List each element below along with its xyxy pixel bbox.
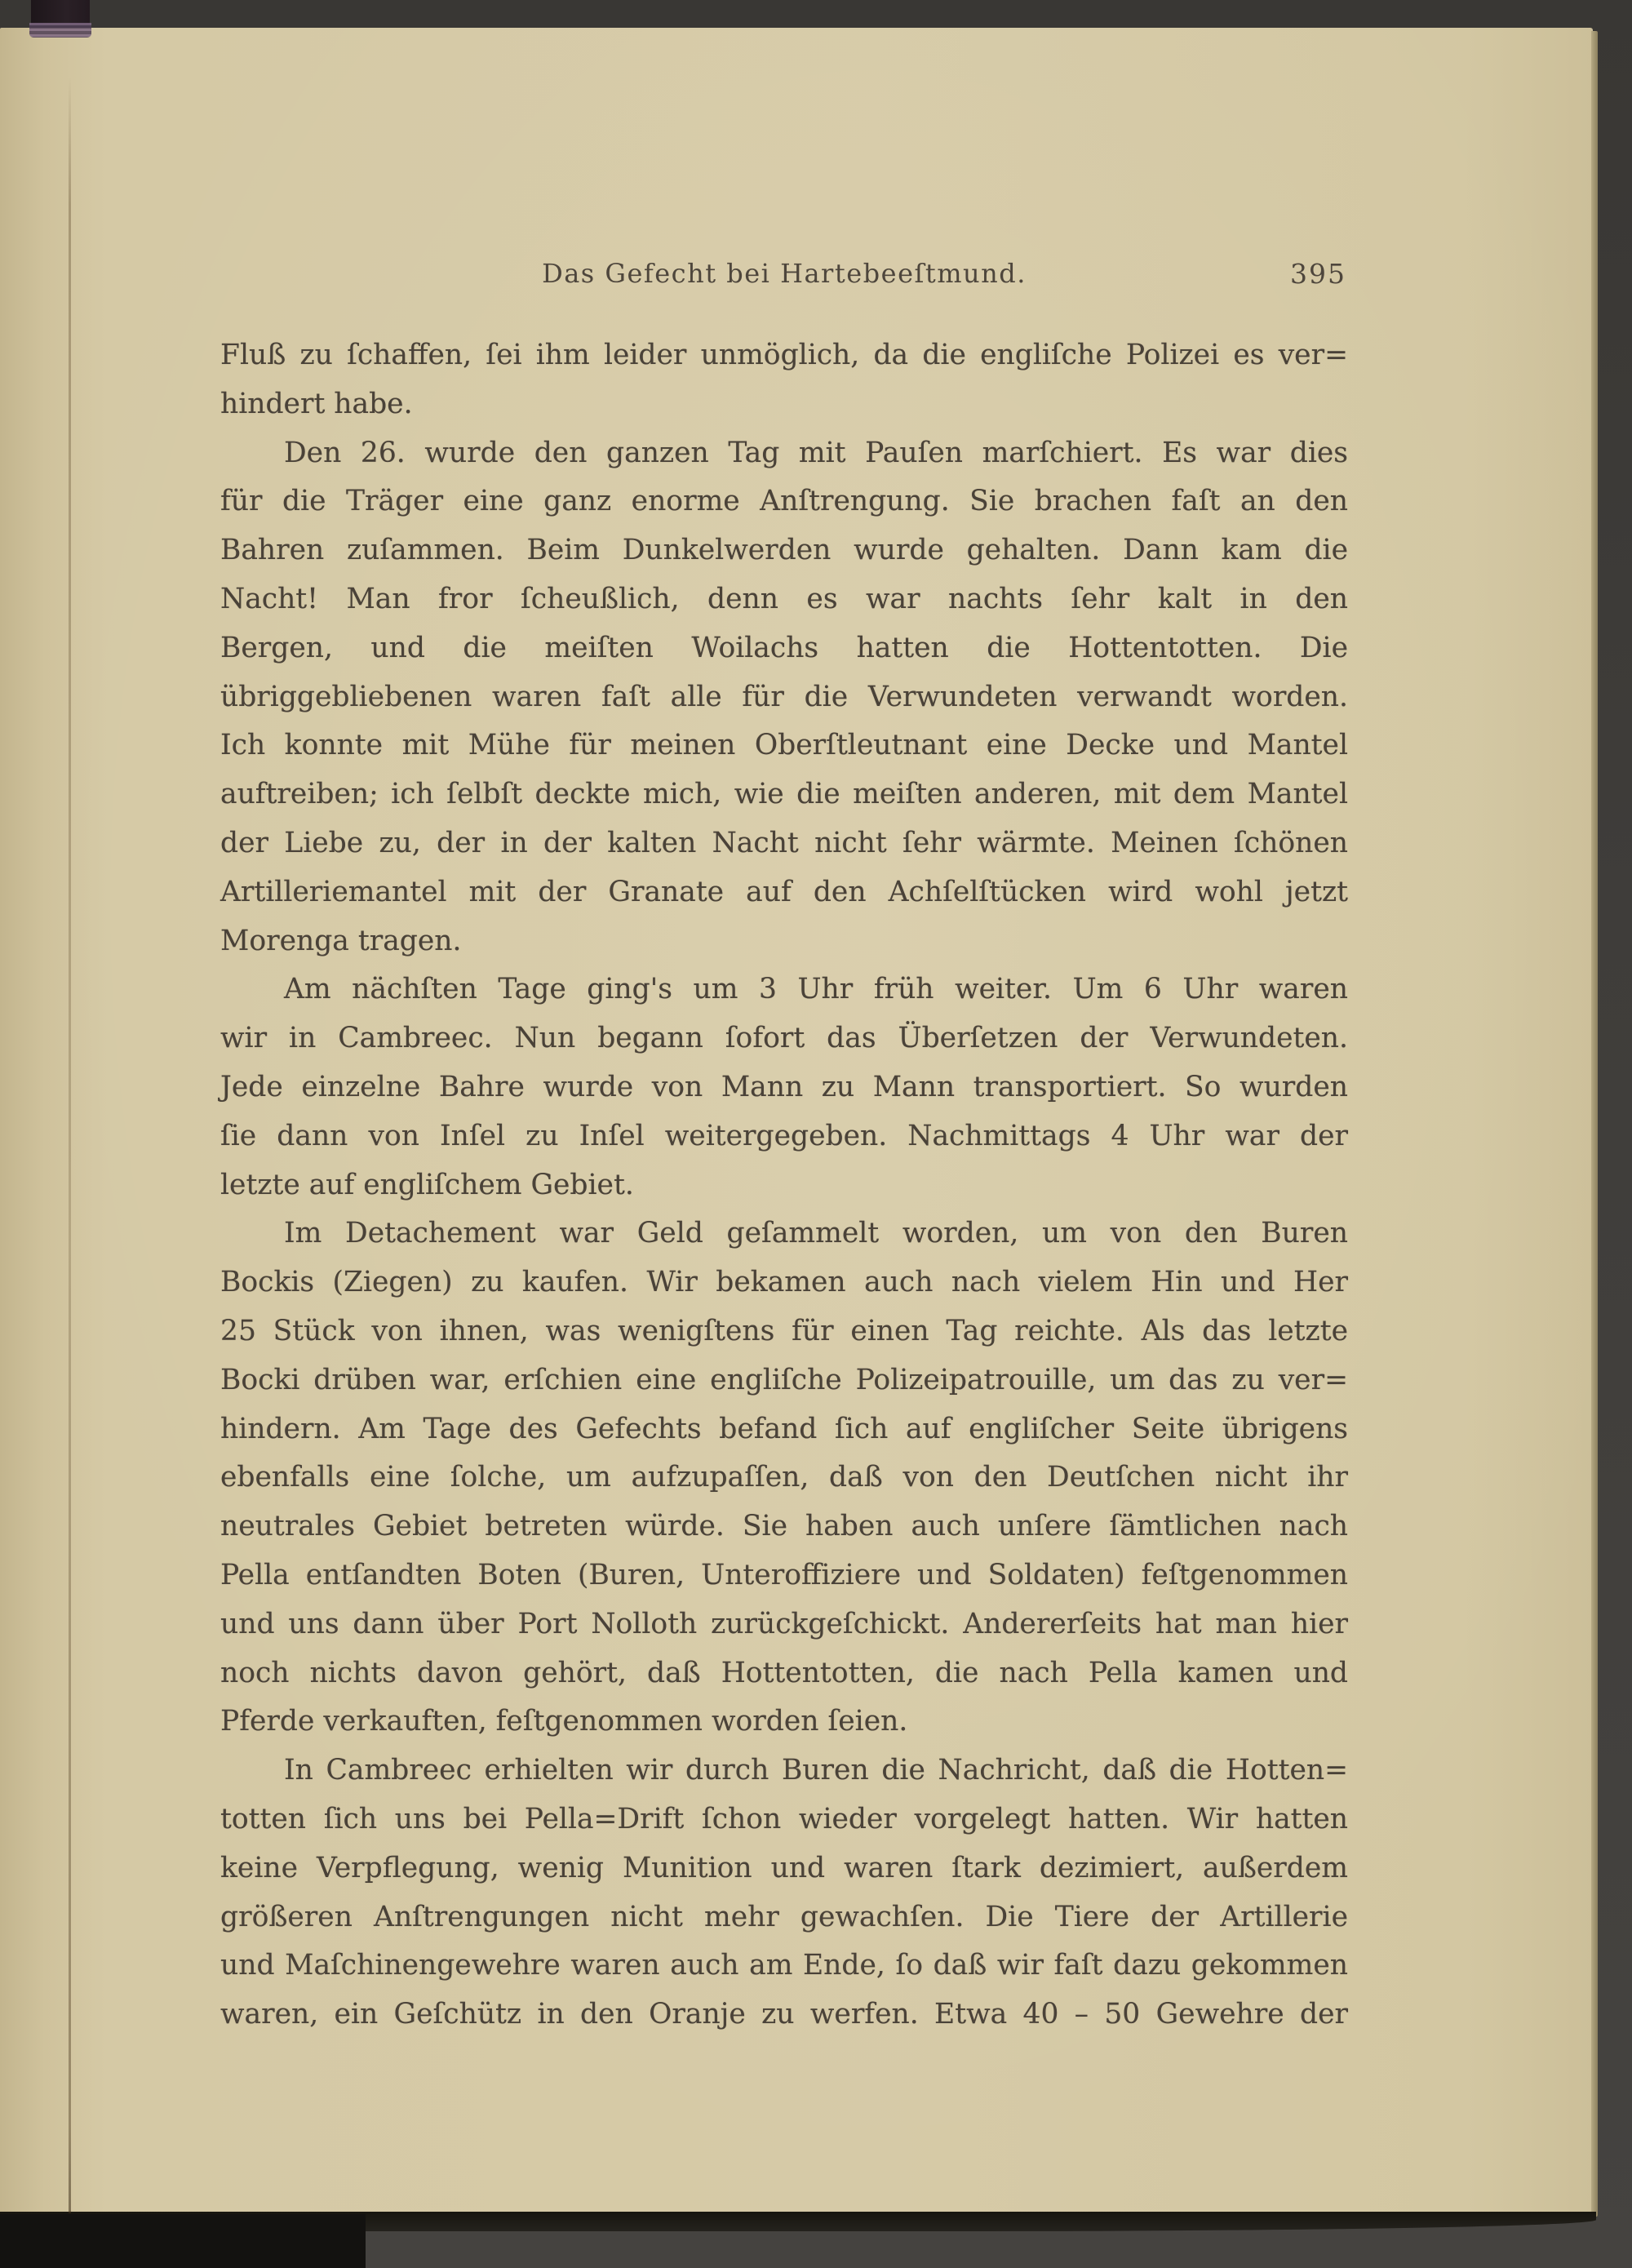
text-line: größeren Anſtrengungen nicht mehr gewachſen. Die Tiere der Artillerie [220,1900,1348,1933]
text-line: ebenfalls eine ſolche, um aufzupaſſen, daß von den Deutſchen nicht ihr [220,1461,1348,1494]
text-line: Pferde verkauften, feſtgenommen worden ſeien. [220,1705,908,1738]
text-line: auftreiben; ich ſelbſt deckte mich, wie die meiſten anderen, mit dem Mantel [220,778,1348,811]
ribbon-headband [29,23,91,38]
text-line: Bocki drüben war, erſchien eine engliſche Polizeipatrouille, um das zu ver= [220,1363,1348,1396]
text-line: und uns dann über Port Nolloth zurückgeſchickt. Andererſeits hat man hier [220,1607,1348,1640]
running-head-title: Das Gefecht bei Hartebeeſtmund. [542,258,1027,289]
text-line: Am nächſten Tage ging's um 3 Uhr früh weiter. Um 6 Uhr waren [284,973,1348,1006]
text-line: In Cambreec erhielten wir durch Buren die Nachricht, daß die Hotten= [284,1754,1348,1787]
book-page [0,28,1593,2213]
body-text [220,331,1348,2039]
text-line: Bergen, und die meiſten Woilachs hatten die Hottentotten. Die [220,631,1348,664]
text-line: neutrales Gebiet betreten würde. Sie haben auch unſere ſämtlichen nach [220,1510,1348,1543]
text-line: waren, ein Geſchütz in den Oranje zu werfen. Etwa 40 – 50 Gewehre der [220,1998,1348,2031]
text-line: übriggebliebenen waren faſt alle für die Verwundeten verwandt worden. [220,680,1348,713]
text-line: noch nichts davon gehört, daß Hottentotten, die nach Pella kamen und [220,1656,1348,1689]
text-line: Fluß zu ſchaffen, ſei ihm leider unmöglich, da die engliſche Polizei es ver= [220,339,1348,371]
gutter-crease [69,77,71,2213]
bottom-left-shadow-block [0,2214,366,2268]
text-line: Artilleriemantel mit der Granate auf den Achſelſtücken wird wohl jetzt [220,875,1348,908]
text-line: 25 Stück von ihnen, was wenigſtens für einen Tag reichte. Als das letzte [220,1314,1348,1347]
page-stack-edge [1591,31,1598,2217]
page-number: 395 [1290,258,1346,290]
text-line: ſie dann von Inſel zu Inſel weitergegeben. Nachmittags 4 Uhr war der [220,1119,1348,1152]
text-line: hindert habe. [220,387,413,420]
text-line: und Maſchinengewehre waren auch am Ende, ſo daß wir faſt dazu gekommen [220,1949,1348,1982]
text-line: Den 26. wurde den ganzen Tag mit Pauſen marſchiert. Es war dies [284,436,1348,469]
text-line: für die Träger eine ganz enorme Anſtrengung. Sie brachen faſt an den [220,485,1348,518]
text-line: hindern. Am Tage des Gefechts befand ſich auf engliſcher Seite übrigens [220,1412,1348,1445]
text-line: Pella entſandten Boten (Buren, Unteroffiziere und Soldaten) feſtgenommen [220,1558,1348,1591]
text-line: totten ſich uns bei Pella=Drift ſchon wieder vorgelegt hatten. Wir hatten [220,1802,1348,1835]
text-line: Ich konnte mit Mühe für meinen Oberſtleutnant eine Decke und Mantel [220,729,1348,762]
text-line: Im Detachement war Geld geſammelt worden, um von den Buren [284,1217,1348,1250]
text-line: Bahren zuſammen. Beim Dunkelwerden wurde gehalten. Dann kam die [220,534,1348,567]
text-line: wir in Cambreec. Nun begann ſofort das Überſetzen der Verwundeten. [220,1022,1348,1055]
text-line: Nacht! Man fror ſcheußlich, denn es war nachts ſehr kalt in den [220,582,1348,615]
text-line: Bockis (Ziegen) zu kaufen. Wir bekamen auch nach vielem Hin und Her [220,1266,1348,1299]
page-header [220,258,1348,294]
text-line: Morenga tragen. [220,924,462,957]
text-line: der Liebe zu, der in der kalten Nacht nicht ſehr wärmte. Meinen ſchönen [220,826,1348,859]
text-line: keine Verpflegung, wenig Munition und waren ſtark dezimiert, außerdem [220,1851,1348,1884]
text-line: Jede einzelne Bahre wurde von Mann zu Mann transportiert. So wurden [220,1070,1348,1103]
bookmark-ribbon [31,0,90,24]
text-line: letzte auf engliſchem Gebiet. [220,1168,634,1201]
